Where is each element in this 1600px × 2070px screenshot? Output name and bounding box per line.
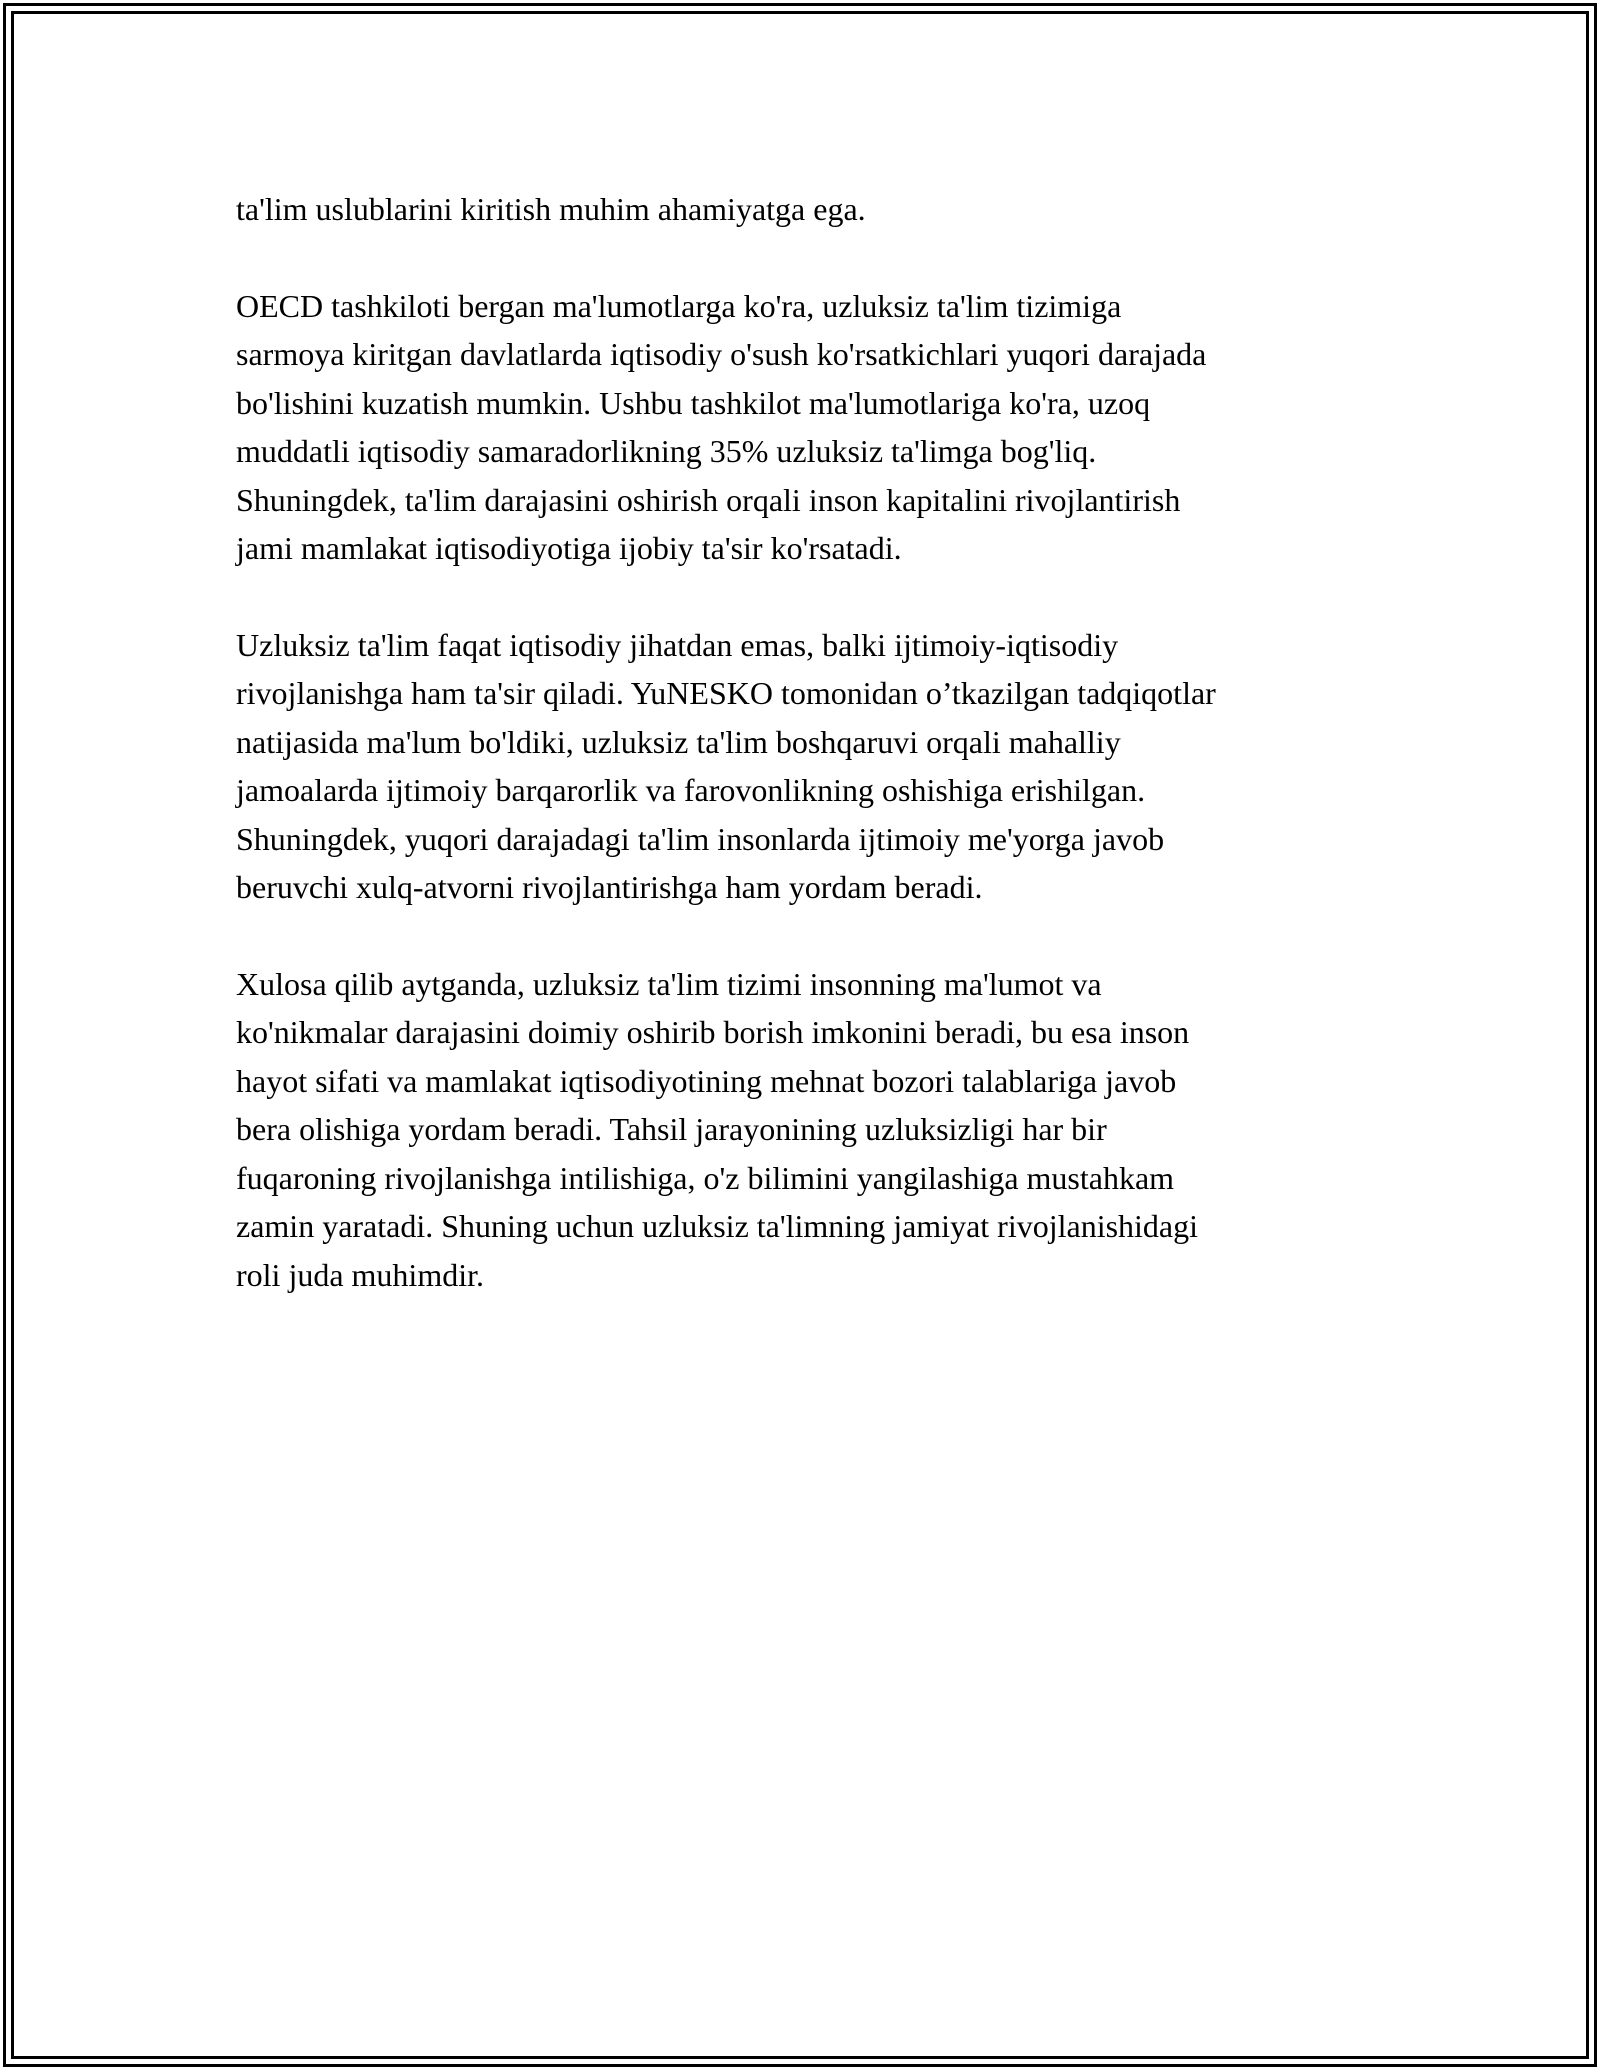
text-line: jami mamlakat iqtisodiyotiga ijobiy ta'sir ko'rsatadi. bbox=[236, 530, 902, 566]
text-line: jamoalarda ijtimoiy barqarorlik va farovonlikning oshishiga erishilgan. bbox=[236, 772, 1146, 808]
text-line: Uzluksiz ta'lim faqat iqtisodiy jihatdan emas, balki ijtimoiy-iqtisodiy bbox=[236, 626, 1119, 663]
text-line: ta'lim uslublarini kiritish muhim ahamiyatga ega. bbox=[236, 191, 866, 227]
text-line: zamin yaratadi. Shuning uchun uzluksiz ta'limning jamiyat rivojlanishidagi bbox=[236, 1208, 1199, 1244]
text-line: sarmoya kiritgan davlatlarda iqtisodiy o'sush ko'rsatkichlari yuqori darajada bbox=[236, 336, 1207, 372]
text-line: rivojlanishga ham ta'sir qiladi. YuNESKO tomonidan o’tkazilgan tadqiqotlar bbox=[236, 675, 1216, 711]
text-line: ko'nikmalar darajasini doimiy oshirib borish imkonini beradi, bu esa inson bbox=[236, 1014, 1190, 1050]
text-line: OECD tashkiloti bergan ma'lumotlarga ko'ra, uzluksiz ta'lim tizimiga bbox=[236, 287, 1122, 324]
text-line: Xulosa qilib aytganda, uzluksiz ta'lim tizimi insonning ma'lumot va bbox=[236, 965, 1102, 1002]
text-line: bera olishiga yordam beradi. Tahsil jarayonining uzluksizligi har bir bbox=[236, 1111, 1107, 1147]
text-line: fuqaroning rivojlanishga intilishiga, o'z bilimini yangilashiga mustahkam bbox=[236, 1159, 1175, 1196]
text-line: Shuningdek, ta'lim darajasini oshirish orqali inson kapitalini rivojlantirish bbox=[236, 481, 1181, 518]
paragraph-unesco bbox=[236, 621, 1376, 912]
text-line: Shuningdek, yuqori darajadagi ta'lim insonlarda ijtimoiy me'yorga javob bbox=[236, 820, 1165, 857]
text-line: beruvchi xulq-atvorni rivojlantirishga ham yordam beradi. bbox=[236, 869, 983, 905]
text-line: bo'lishini kuzatish mumkin. Ushbu tashkilot ma'lumotlariga ko'ra, uzoq bbox=[236, 384, 1151, 421]
paragraph-oecd bbox=[236, 282, 1376, 573]
paragraph-intro-ending bbox=[236, 185, 1376, 234]
text-line: roli juda muhimdir. bbox=[236, 1256, 484, 1293]
paragraph-conclusion bbox=[236, 960, 1376, 1300]
text-line: natijasida ma'lum bo'ldiki, uzluksiz ta'lim boshqaruvi orqali mahalliy bbox=[236, 723, 1121, 760]
text-line: muddatli iqtisodiy samaradorlikning 35% uzluksiz ta'limga bog'liq. bbox=[236, 433, 1097, 469]
document-body bbox=[236, 185, 1376, 1347]
text-line: hayot sifati va mamlakat iqtisodiyotining mehnat bozori talablariga javob bbox=[236, 1062, 1177, 1099]
